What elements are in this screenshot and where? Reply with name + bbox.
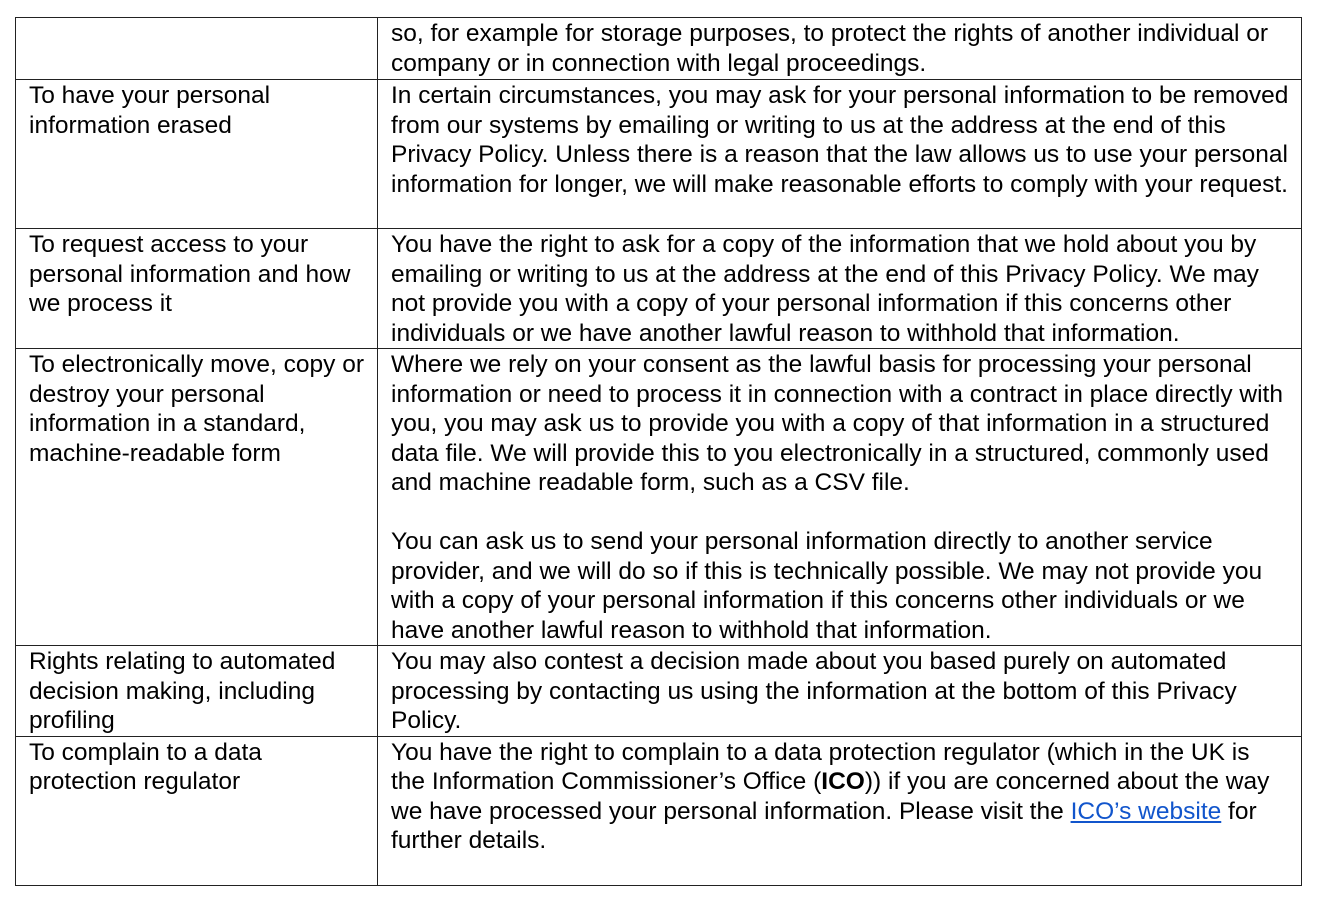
- description-cell: [378, 229, 1302, 349]
- description-paragraph: You have the right to ask for a copy of the information that we hold about you by emailing or writing to us at the address at the end of this Privacy Policy. We may not provide you with a copy of your personal information if this concerns other individuals or we have another lawful reason to withhold that information.: [391, 231, 1259, 347]
- description-cell: [378, 18, 1302, 80]
- description-paragraph: Where we rely on your consent as the lawful basis for processing your personal information or need to process it in connection with a contract in place directly with you, you may ask us to provide you with a copy of that information in a structured data file. We will provide this to you electronically in a structured, commonly used and machine readable form, such as a CSV file.: [391, 351, 1283, 496]
- table-row: [16, 646, 1302, 737]
- description-cell: [378, 736, 1302, 885]
- description-cell: [378, 646, 1302, 737]
- description-paragraph: In certain circumstances, you may ask for your personal information to be removed from our systems by emailing or writing to us at the address at the end of this Privacy Policy. Unless there is a reason that the law allows us to use your personal information for longer, we will make reasonable efforts to comply with your request.: [391, 82, 1289, 198]
- right-cell: Rights relating to automated decision making, including profiling: [16, 646, 378, 737]
- description-paragraph: You may also contest a decision made about you based purely on automated processing by contacting us using the information at the bottom of this Privacy Policy.: [391, 648, 1237, 734]
- complaint-text-middle: )) if you are concerned about the way we have processed your personal information. Please visit the: [391, 768, 1270, 825]
- privacy-rights-table: [15, 17, 1302, 886]
- description-paragraph: so, for example for storage purposes, to protect the rights of another individual or company or in connection with legal proceedings.: [391, 20, 1269, 77]
- description-cell: [378, 80, 1302, 229]
- complaint-text-after: for further details.: [391, 797, 1257, 854]
- ico-website-link[interactable]: ICO’s website: [1070, 797, 1222, 825]
- right-cell: To electronically move, copy or destroy your personal information in a standard, machine-readable form: [16, 349, 378, 646]
- table-row: [16, 736, 1302, 885]
- table-row: [16, 229, 1302, 349]
- ico-abbreviation: ICO: [821, 768, 865, 795]
- table-row: [16, 80, 1302, 229]
- description-paragraph: You can ask us to send your personal information directly to another service provider, and we will do so if this is technically possible. We may not provide you with a copy of your personal information if this concerns other individuals or we have another lawful reason to withhold that information.: [391, 528, 1263, 644]
- right-cell: To complain to a data protection regulator: [16, 736, 378, 885]
- complaint-text-before: You have the right to complain to a data protection regulator (which in the UK is the Information Commissioner’s Office (: [391, 738, 1250, 795]
- paragraph-spacer: [391, 498, 1289, 528]
- right-cell: [16, 18, 378, 80]
- right-cell: To have your personal information erased: [16, 80, 378, 229]
- right-cell: To request access to your personal information and how we process it: [16, 229, 378, 349]
- table-row: [16, 349, 1302, 646]
- table-row: [16, 18, 1302, 80]
- description-cell: [378, 349, 1302, 646]
